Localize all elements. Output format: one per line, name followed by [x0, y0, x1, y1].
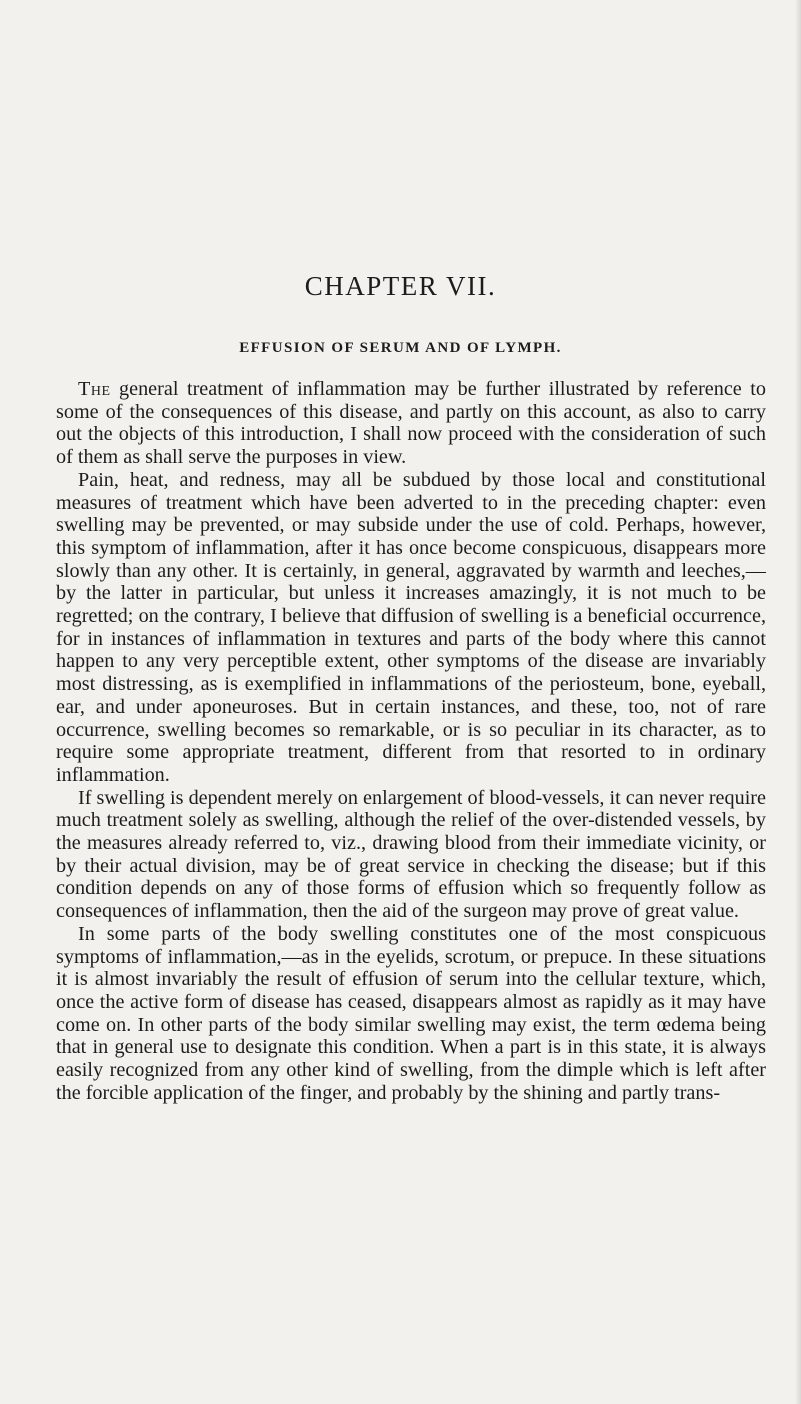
- chapter-title: CHAPTER VII.: [304, 271, 497, 301]
- section-title: EFFUSION OF SERUM AND OF LYMPH.: [239, 340, 562, 356]
- paragraph-text: general treatment of inflammation may be further illustrated by reference to some of the consequences of this disease, and partly on this account, as also to carry out the objects of this introduction, I shall now proceed with the consideration of such of them as shall serve the purposes in view.: [56, 378, 766, 469]
- body-text: [56, 378, 766, 1105]
- paragraph-4: In some parts of the body swelling constitutes one of the most conspicuous symptoms of inflammation,—as in the eyelids, scrotum, or prepuce. In these situations it is almost invariably the result of effusion of serum into the cellular texture, which, once the active form of disease has ceased, disappears almost as rapidly as it may have come on. In other parts of the body similar swelling may exist, the term œdema being that in general use to designate this condition. When a part is in this state, it is always easily recognized from any other kind of swelling, from the dimple which is left after the forcible application of the finger, and probably by the shining and partly trans-: [56, 922, 766, 1104]
- paragraph-2: Pain, heat, and redness, may all be subdued by those local and constitutional measures of treatment which have been adverted to in the preceding chapter: even swelling may be prevented, or may subside under the use of cold. Perhaps, however, this symptom of inflammation, after it has once become conspicuous, disappears more slowly than any other. It is certainly, in general, aggravated by warmth and leeches,—by the latter in particular, but unless it increases amazingly, it is not much to be regretted; on the contrary, I believe that diffusion of swelling is a beneficial occurrence, for in instances of inflammation in textures and parts of the body where this cannot happen to any very perceptible extent, other symptoms of the disease are invariably most distressing, as is exemplified in inflammations of the periosteum, bone, eyeball, ear, and under aponeuroses. But in certain instances, and these, too, not of rare occurrence, swelling becomes so remarkable, or is so peculiar in its character, as to require some appropriate treatment, different from that resorted to in ordinary inflammation.: [56, 468, 766, 786]
- paragraph-lead-word: The: [78, 378, 111, 400]
- page-edge-shadow: [795, 0, 801, 1404]
- paragraph-3: If swelling is dependent merely on enlargement of blood-vessels, it can never require much treatment solely as swelling, although the relief of the over-distended vessels, by the measures already referred to, viz., drawing blood from their immediate vicinity, or by their actual division, may be of great service in checking the disease; but if this condition depends on any of those forms of effusion which so frequently follow as consequences of inflammation, then the aid of the surgeon may prove of great value.: [56, 786, 766, 923]
- paragraph-1: [56, 378, 766, 469]
